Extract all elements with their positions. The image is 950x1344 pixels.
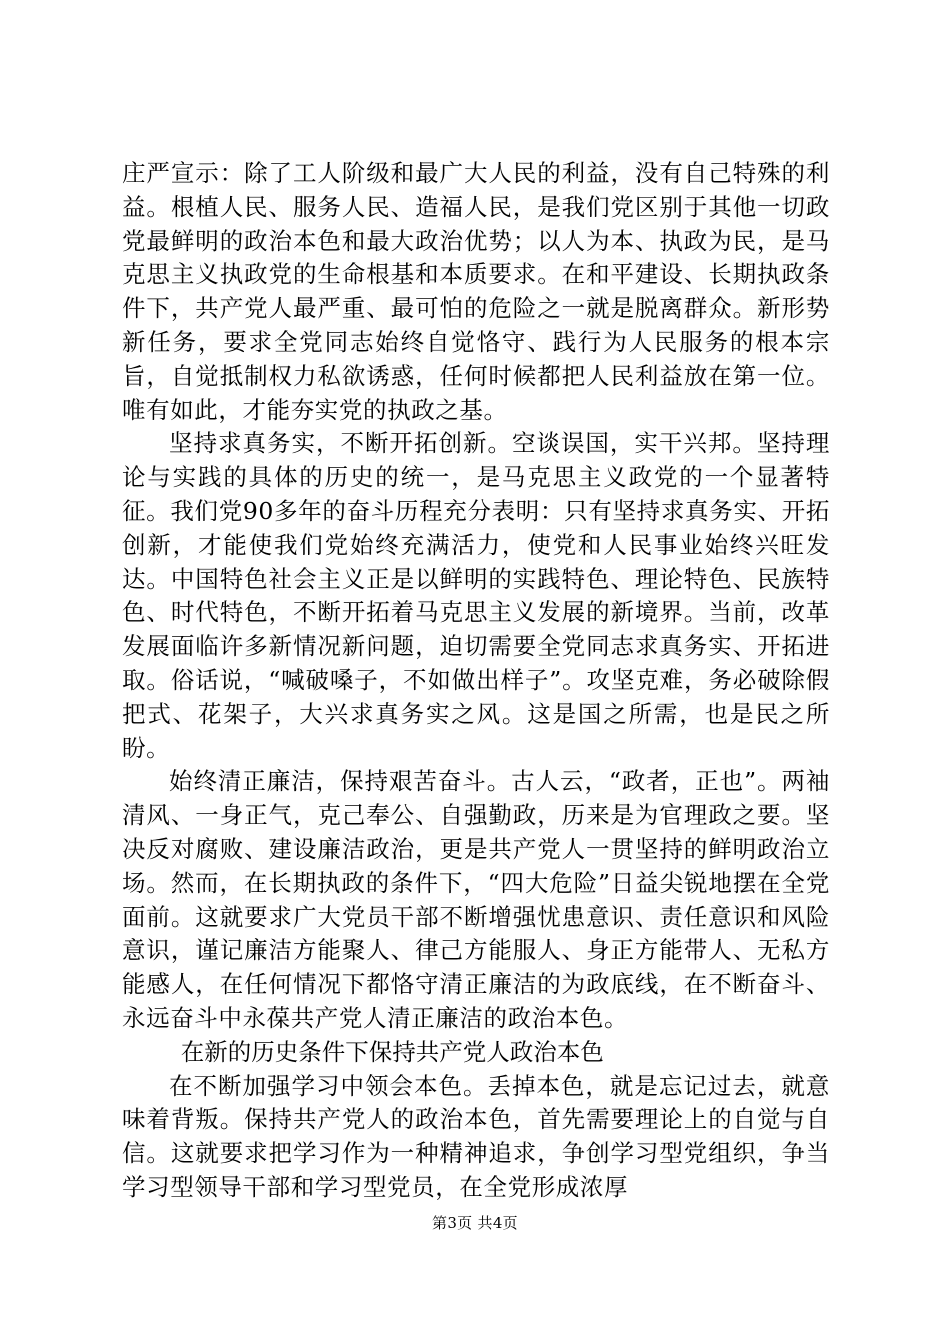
- paragraph-seek-truth: 坚持求真务实，不断开拓创新。空谈误国，实干兴邦。坚持理论与实践的具体的历史的统一，是马克思主义政党的一个显著特征。我们党90多年的奋斗历程充分表明：只有坚持求真务实、开拓创新，才能使我们党始终充满活力，使党和人民事业始终兴旺发达。中国特色社会主义正是以鲜明的实践特色、理论特色、民族特色、时代特色，不断开拓着马克思主义发展的新境界。当前，改革发展面临许多新情况新问题，迫切需要全党同志求真务实、开拓进取。俗话说，“喊破嗓子，不如做出样子”。攻坚克难，务必破除假把式、花架子，大兴求真务实之风。这是国之所需，也是民之所盼。: [122, 429, 830, 762]
- paragraph-integrity: 始终清正廉洁，保持艰苦奋斗。古人云，“政者，正也”。两袖清风、一身正气，克己奉公、自强勤政，历来是为官理政之要。坚决反对腐败、建设廉洁政治，更是共产党人一贯坚持的鲜明政治立场。然而，在长期执政的条件下，“四大危险”日益尖锐地摆在全党面前。这就要求广大党员干部不断增强忧患意识、责任意识和风险意识，谨记廉洁方能聚人、律己方能服人、身正方能带人、无私方能感人，在任何情况下都恪守清正廉洁的为政底线，在不断奋斗、永远奋斗中永葆共产党人清正廉洁的政治本色。: [122, 767, 830, 1032]
- section-heading: 在新的历史条件下保持共产党人政治本色: [180, 1037, 604, 1066]
- paragraph-serve-people: 庄严宣示：除了工人阶级和最广大人民的利益，没有自己特殊的利益。根植人民、服务人民、造福人民，是我们党区别于其他一切政党最鲜明的政治本色和最大政治优势；以人为本、执政为民，是马克思主义执政党的生命根基和本质要求。在和平建设、长期执政条件下，共产党人最严重、最可怕的危险之一就是脱离群众。新形势新任务，要求全党同志始终自觉恪守、践行为人民服务的根本宗旨，自觉抵制权力私欲诱惑，任何时候都把人民利益放在第一位。唯有如此，才能夯实党的执政之基。: [122, 159, 830, 424]
- page-number-label: 第3页 共4页: [432, 1214, 518, 1232]
- paragraph-learning: 在不断加强学习中领会本色。丢掉本色，就是忘记过去，就意味着背叛。保持共产党人的政治本色，首先需要理论上的自觉与自信。这就要求把学习作为一种精神追求，争创学习型党组织，争当学习型领导干部和学习型党员，在全党形成浓厚: [122, 1071, 830, 1201]
- document-body: [122, 157, 830, 1205]
- page-footer: [0, 1213, 950, 1233]
